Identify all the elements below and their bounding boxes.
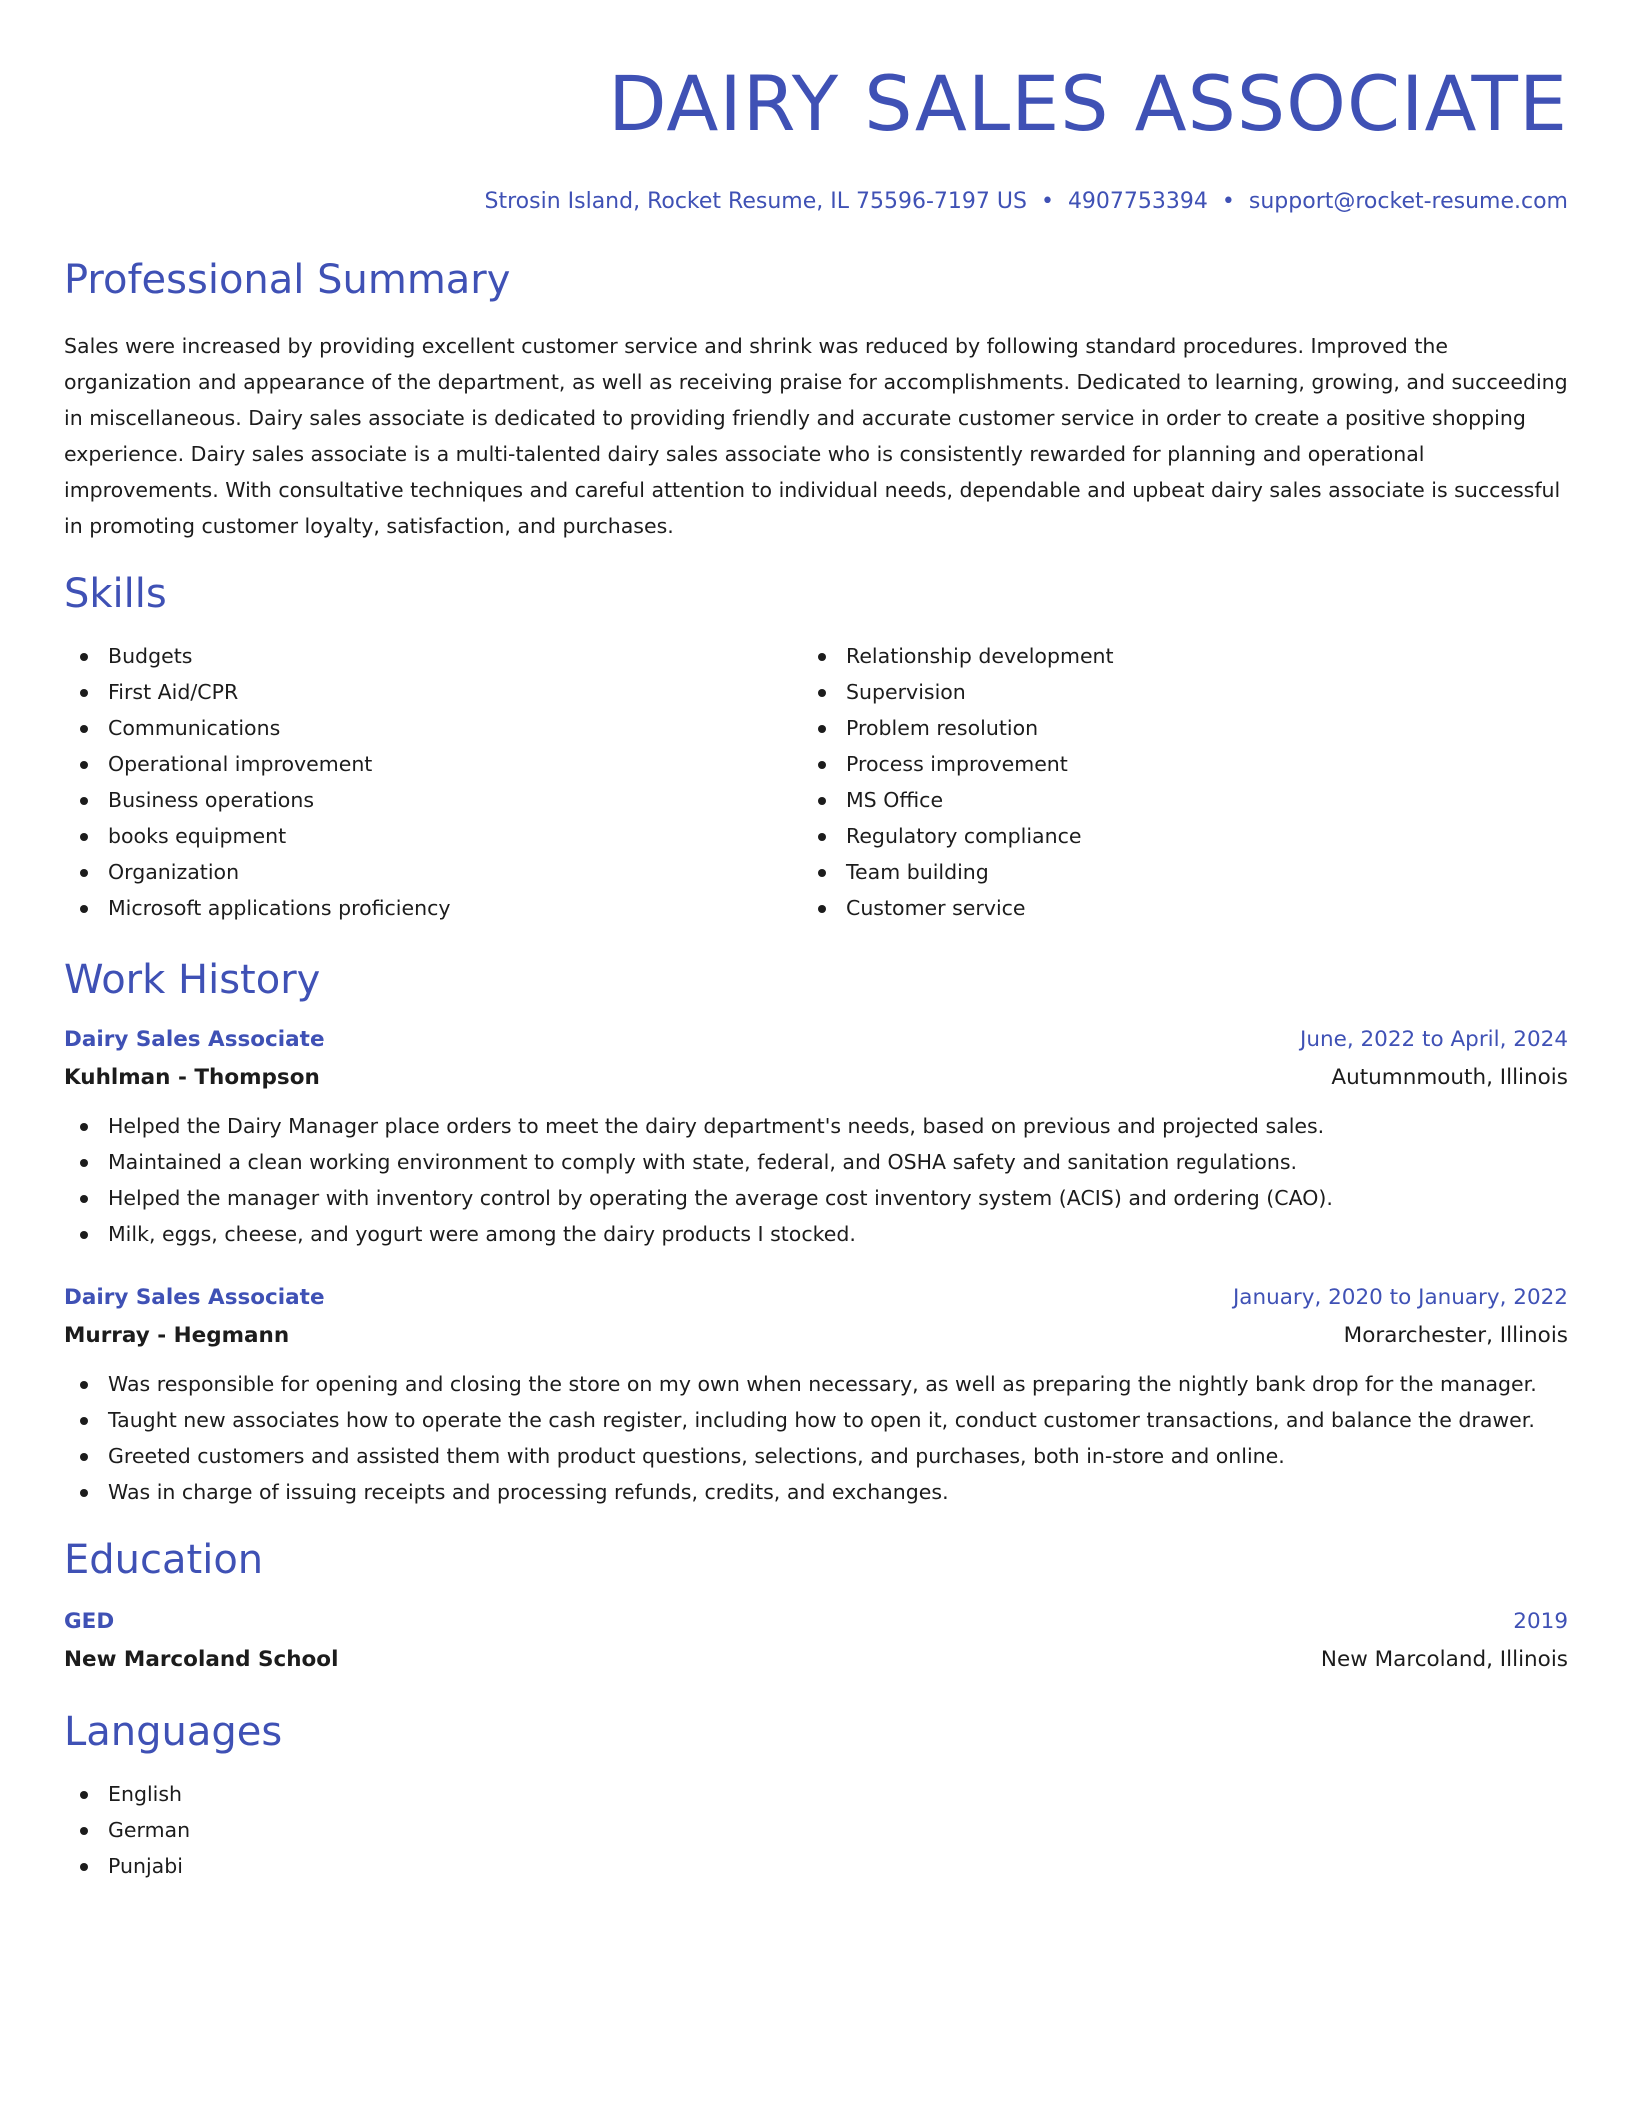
job-bullet: Helped the manager with inventory control by operating the average cost inventory system (ACIS) and ordering (CAO).: [64, 1180, 1568, 1216]
education-year: 2019: [1513, 1609, 1568, 1634]
skill-item: Process improvement: [802, 746, 1542, 782]
language-item: German: [64, 1812, 1568, 1848]
skill-item: Organization: [64, 854, 802, 890]
candidate-title: DAIRY SALES ASSOCIATE: [608, 59, 1568, 148]
resume-header: [64, 56, 1568, 218]
job-bullets: [64, 1366, 1568, 1510]
job-title-row: [64, 1280, 1568, 1316]
skill-item: Microsoft applications proficiency: [64, 890, 802, 926]
skills-list-right: [802, 638, 1542, 926]
job-title: Dairy Sales Associate: [64, 1027, 325, 1052]
job-bullet: Taught new associates how to operate the cash register, including how to open it, conduct customer transactions, and balance the drawer.: [64, 1402, 1568, 1438]
skill-item: Problem resolution: [802, 710, 1542, 746]
job-bullet: Helped the Dairy Manager place orders to meet the dairy department's needs, based on previous and projected sales.: [64, 1108, 1568, 1144]
skill-item: MS Office: [802, 782, 1542, 818]
language-item: Punjabi: [64, 1848, 1568, 1884]
language-item: English: [64, 1776, 1568, 1812]
work-history-heading: Work History: [64, 957, 321, 1003]
education-school: New Marcoland School: [64, 1647, 339, 1672]
job-location: Morarchester, Illinois: [1343, 1323, 1568, 1348]
job-bullet: Greeted customers and assisted them with product questions, selections, and purchases, both in-store and online.: [64, 1438, 1568, 1474]
job-bullet: Milk, eggs, cheese, and yogurt were among the dairy products I stocked.: [64, 1216, 1568, 1252]
contact-address: Strosin Island, Rocket Resume, IL 75596-7197 US: [484, 189, 1027, 214]
languages-heading: Languages: [64, 1709, 283, 1755]
skill-item: Operational improvement: [64, 746, 802, 782]
summary-heading: Professional Summary: [64, 257, 511, 303]
skill-item: Customer service: [802, 890, 1542, 926]
education-location: New Marcoland, Illinois: [1320, 1647, 1568, 1672]
skill-item: Relationship development: [802, 638, 1542, 674]
skills-list-left: [64, 638, 802, 926]
job-company: Murray - Hegmann: [64, 1323, 290, 1348]
skill-item: First Aid/CPR: [64, 674, 802, 710]
skill-item: books equipment: [64, 818, 802, 854]
job-bullets: [64, 1108, 1568, 1252]
skill-item: Budgets: [64, 638, 802, 674]
skill-item: Communications: [64, 710, 802, 746]
job-dates: June, 2022 to April, 2024: [1300, 1027, 1568, 1052]
skills-columns: [64, 638, 1568, 926]
skill-item: Regulatory compliance: [802, 818, 1542, 854]
job-bullet: Was in charge of issuing receipts and processing refunds, credits, and exchanges.: [64, 1474, 1568, 1510]
contact-email[interactable]: support@rocket-resume.com: [1248, 189, 1568, 214]
job-title: Dairy Sales Associate: [64, 1285, 325, 1310]
job-dates: January, 2020 to January, 2022: [1232, 1285, 1568, 1310]
contact-separator: •: [1221, 189, 1235, 214]
skill-item: Business operations: [64, 782, 802, 818]
skill-item: Supervision: [802, 674, 1542, 710]
skill-item: Team building: [802, 854, 1542, 890]
job-bullet: Maintained a clean working environment to comply with state, federal, and OSHA safety and sanitation regulations.: [64, 1144, 1568, 1180]
education-degree-row: [64, 1604, 1568, 1640]
contact-separator: •: [1040, 189, 1054, 214]
languages-list: [64, 1776, 1568, 1884]
job-company-row: [64, 1058, 1568, 1098]
skills-heading: Skills: [64, 571, 167, 617]
contact-line: [64, 186, 1568, 218]
job-entry: [64, 1022, 1568, 1252]
job-company-row: [64, 1316, 1568, 1356]
education-heading: Education: [64, 1537, 264, 1583]
contact-phone: 4907753394: [1067, 189, 1208, 214]
education-school-row: [64, 1640, 1568, 1680]
job-entry: [64, 1280, 1568, 1510]
education-degree: GED: [64, 1609, 115, 1634]
job-location: Autumnmouth, Illinois: [1331, 1065, 1568, 1090]
job-company: Kuhlman - Thompson: [64, 1065, 320, 1090]
summary-text: Sales were increased by providing excellent customer service and shrink was reduced by following standard procedures. Improved the organization and appearance of the department, as well as receiving praise for accomplishments. Dedicated to learning, growing, and succeeding in miscellaneous. Dairy sales associate is dedicated to providing friendly and accurate customer service in order to create a positive shopping experience. Dairy sales associate is a multi-talented dairy sales associate who is consistently rewarded for planning and operational improvements. With consultative techniques and careful attention to individual needs, dependable and upbeat dairy sales associate is successful in promoting customer loyalty, satisfaction, and purchases.: [64, 334, 1568, 538]
job-title-row: [64, 1022, 1568, 1058]
job-bullet: Was responsible for opening and closing the store on my own when necessary, as well as preparing the nightly bank drop for the manager.: [64, 1366, 1568, 1402]
